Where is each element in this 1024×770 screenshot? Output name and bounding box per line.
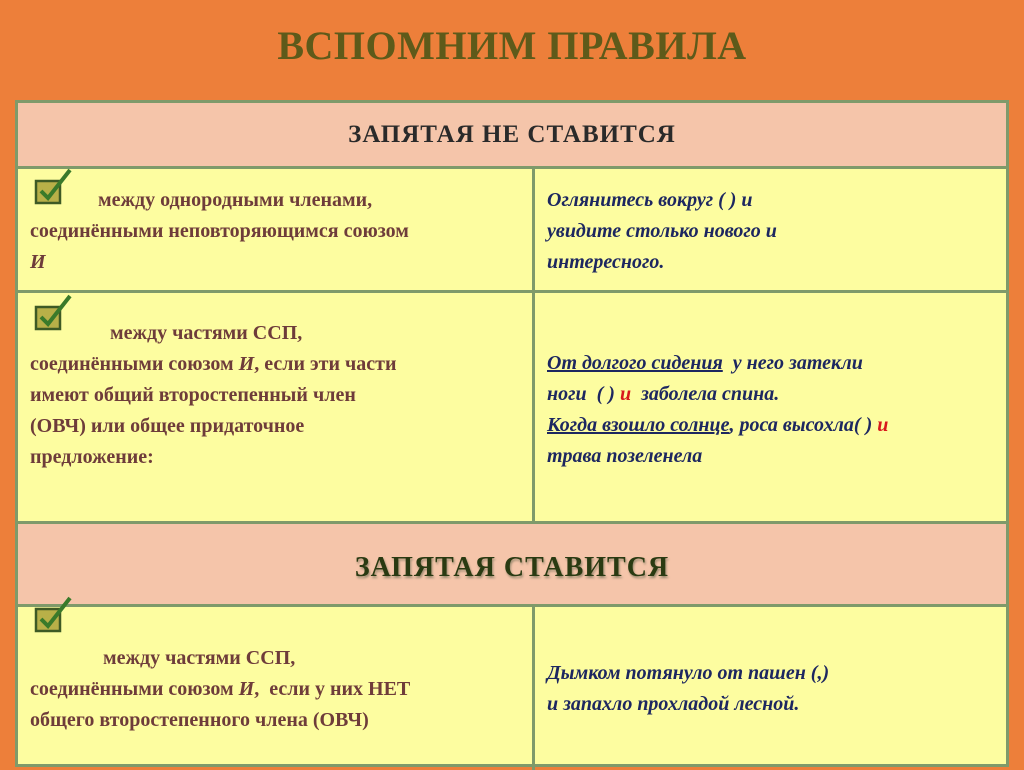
example-text-line: трава позеленела	[547, 445, 703, 467]
table-row	[18, 293, 1006, 521]
example-text-line: От долгого сидения у него затекли	[547, 352, 863, 374]
example-cell	[535, 293, 1006, 521]
checkbox-check-icon	[32, 167, 74, 209]
rule-text-line: предложение:	[30, 446, 154, 468]
checkbox-check-icon	[32, 595, 74, 637]
rule-cell	[18, 293, 535, 521]
section-header-comma	[18, 521, 1006, 607]
rule-text-line: между частями ССП,	[103, 647, 296, 669]
rule-text-line: (ОВЧ) или общее придаточное	[30, 415, 305, 437]
rule-text-line: И	[30, 251, 46, 273]
section-header-label: ЗАПЯТАЯ НЕ СТАВИТСЯ	[348, 121, 676, 148]
section-header-no-comma	[18, 103, 1006, 169]
rule-text-line: общего второстепенного члена (ОВЧ)	[30, 709, 369, 731]
example-text-line: ноги ( ) и заболела спина.	[547, 383, 780, 405]
slide-title: ВСПОМНИМ ПРАВИЛА	[277, 23, 747, 68]
rule-text-line: соединёнными союзом И, если у них НЕТ	[30, 678, 411, 700]
example-text-line: и запахло прохладой лесной.	[547, 693, 800, 715]
section-header-label: ЗАПЯТАЯ СТАВИТСЯ	[354, 552, 670, 583]
example-cell	[535, 607, 1006, 770]
rule-text-line: между частями ССП,	[110, 322, 303, 344]
example-text-line: увидите столько нового и	[547, 220, 777, 242]
rule-text-line: между однородными членами,	[98, 189, 373, 211]
rule-text-line: соединёнными неповторяющимся союзом	[30, 220, 409, 242]
table-row	[18, 169, 1006, 293]
example-cell	[535, 169, 1006, 290]
rule-cell	[18, 169, 535, 290]
rule-text-line: соединёнными союзом И, если эти части	[30, 353, 397, 375]
checkbox-check-icon	[32, 293, 74, 335]
rule-cell	[18, 607, 535, 770]
example-text-line: Когда взошло солнце, роса высохла( ) и	[547, 414, 889, 436]
rule-text-line: имеют общий второстепенный член	[30, 384, 356, 406]
example-text-line: Оглянитесь вокруг ( ) и	[547, 189, 753, 211]
table-row	[18, 607, 1006, 770]
rules-table	[15, 100, 1009, 767]
example-text-line: Дымком потянуло от пашен (,)	[547, 662, 830, 684]
example-text-line: интересного.	[547, 251, 665, 273]
